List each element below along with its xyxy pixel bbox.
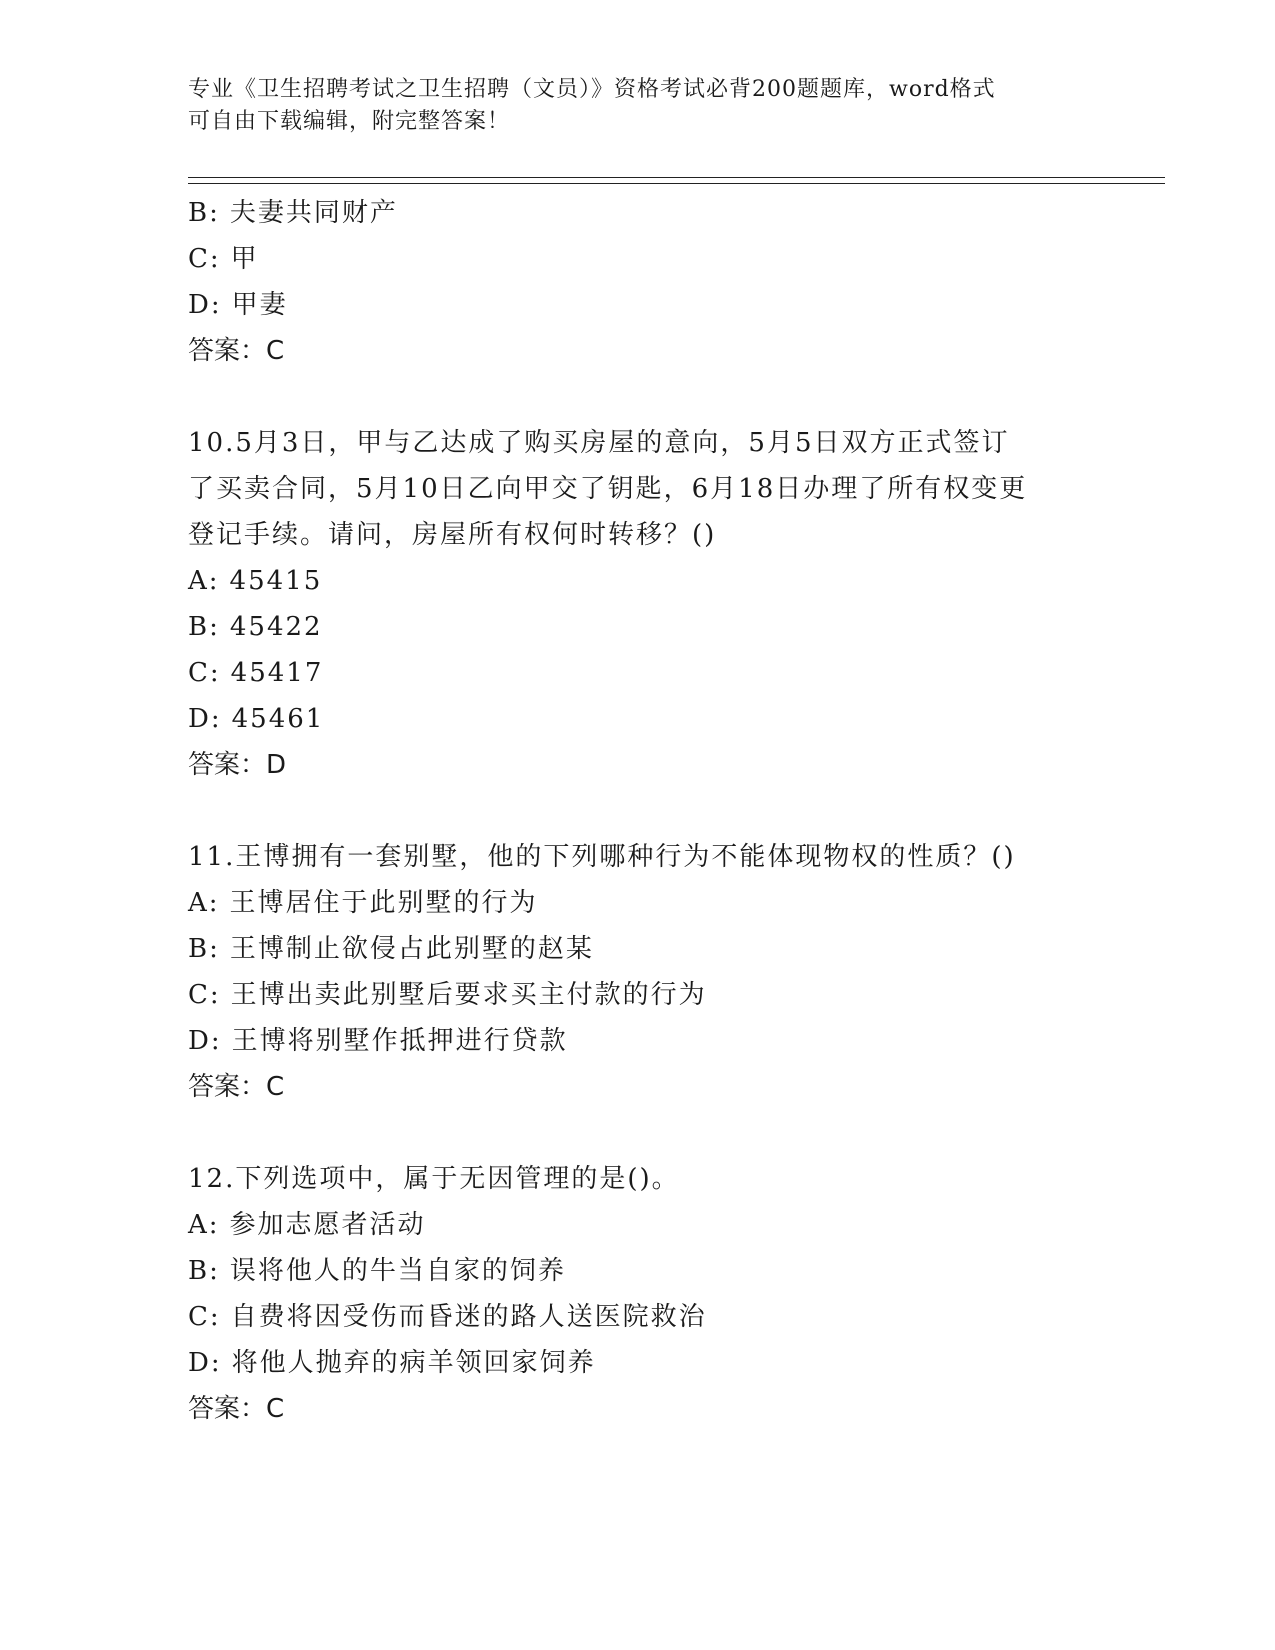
option-a — [188, 558, 1088, 604]
question-stem-line: 11.王博拥有一套别墅，他的下列哪种行为不能体现物权的性质？() — [188, 842, 1016, 872]
option-text: 45415 — [229, 566, 323, 596]
option-letter: D: — [188, 1348, 222, 1378]
question-stem-line: 了买卖合同，5月10日乙向甲交了钥匙，6月18日办理了所有权变更 — [188, 474, 1028, 504]
option-text: 参加志愿者活动 — [229, 1210, 426, 1240]
option-text: 甲妻 — [231, 290, 288, 320]
option-text: 王博制止欲侵占此别墅的赵某 — [229, 934, 594, 964]
option-d — [188, 282, 1088, 328]
option-d — [188, 1018, 1088, 1064]
spacer — [188, 1110, 1088, 1156]
answer-line: 答案：C — [188, 1394, 285, 1424]
option-letter: A: — [188, 1210, 220, 1240]
option-a — [188, 1202, 1088, 1248]
question-stem-line: 登记手续。请问，房屋所有权何时转移？() — [188, 520, 717, 550]
option-text: 王博出卖此别墅后要求买主付款的行为 — [230, 980, 707, 1010]
document-body — [188, 190, 1088, 1432]
option-d — [188, 1340, 1088, 1386]
option-letter: C: — [188, 1302, 221, 1332]
question-9-tail — [188, 190, 1088, 374]
option-text: 误将他人的牛当自家的饲养 — [229, 1256, 566, 1286]
question-stem-line: 12.下列选项中，属于无因管理的是()。 — [188, 1164, 680, 1194]
option-letter: B: — [188, 934, 220, 964]
option-text: 45461 — [231, 704, 325, 734]
option-text: 45422 — [229, 612, 323, 642]
question-10 — [188, 420, 1088, 788]
option-c — [188, 650, 1088, 696]
option-letter: D: — [188, 1026, 222, 1056]
option-letter: C: — [188, 980, 221, 1010]
question-12 — [188, 1156, 1088, 1432]
answer-line: 答案：C — [188, 336, 285, 366]
option-c — [188, 1294, 1088, 1340]
option-d — [188, 696, 1088, 742]
document-header — [188, 74, 1088, 138]
option-c — [188, 236, 1088, 282]
option-c — [188, 972, 1088, 1018]
option-text: 自费将因受伤而昏迷的路人送医院救治 — [230, 1302, 707, 1332]
option-a — [188, 880, 1088, 926]
option-letter: C: — [188, 658, 221, 688]
header-line-2: 可自由下载编辑，附完整答案！ — [188, 109, 511, 134]
option-b — [188, 604, 1088, 650]
header-divider-top — [188, 177, 1165, 178]
option-text: 王博将别墅作抵押进行贷款 — [231, 1026, 568, 1056]
answer-line: 答案：D — [188, 750, 287, 780]
option-b — [188, 1248, 1088, 1294]
option-b — [188, 190, 1088, 236]
option-text: 夫妻共同财产 — [229, 198, 398, 228]
question-11 — [188, 834, 1088, 1110]
option-text: 将他人抛弃的病羊领回家饲养 — [231, 1348, 596, 1378]
option-letter: B: — [188, 198, 220, 228]
answer-line: 答案：C — [188, 1072, 285, 1102]
option-letter: A: — [188, 888, 220, 918]
question-stem-line: 10.5月3日，甲与乙达成了购买房屋的意向，5月5日双方正式签订 — [188, 428, 1010, 458]
spacer — [188, 788, 1088, 834]
option-letter: A: — [188, 566, 220, 596]
option-text: 甲 — [230, 244, 259, 274]
header-line-1: 专业《卫生招聘考试之卫生招聘（文员）》资格考试必背200题题库，word格式 — [188, 77, 996, 102]
option-letter: D: — [188, 290, 222, 320]
option-text: 王博居住于此别墅的行为 — [229, 888, 538, 918]
spacer — [188, 374, 1088, 420]
option-letter: B: — [188, 612, 220, 642]
option-letter: C: — [188, 244, 221, 274]
option-text: 45417 — [230, 658, 324, 688]
header-divider-bottom — [188, 183, 1165, 184]
option-letter: B: — [188, 1256, 220, 1286]
option-b — [188, 926, 1088, 972]
option-letter: D: — [188, 704, 222, 734]
